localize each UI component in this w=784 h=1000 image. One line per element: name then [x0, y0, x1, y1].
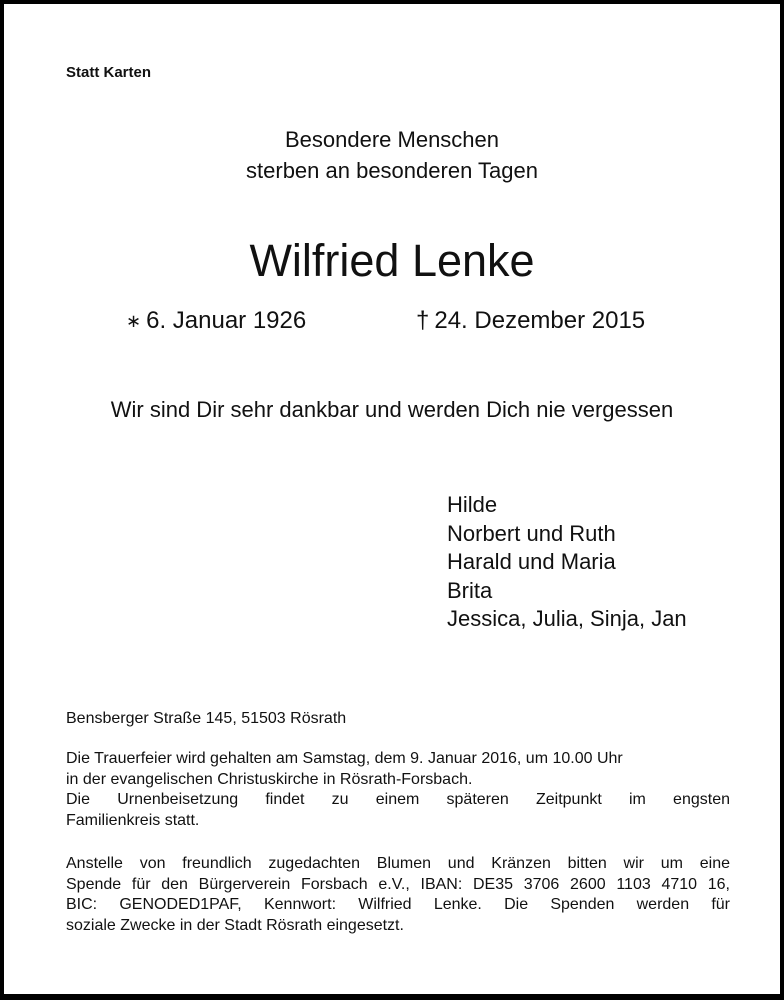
death-cross-icon: † — [416, 307, 430, 334]
birth-date-line — [126, 307, 306, 336]
funeral-line-1: Die Trauerfeier wird gehalten am Samstag, dem 9. Januar 2016, um 10.00 Uhr — [66, 750, 623, 767]
motto-line-1: Besondere Menschen — [284, 127, 500, 152]
header-label: Statt Karten — [66, 64, 152, 81]
mourner-name: Harald und Maria — [447, 549, 616, 574]
mourners-list — [447, 491, 687, 634]
mourner-name: Norbert und Ruth — [447, 520, 616, 546]
donation-line-4: soziale Zwecke in der Stadt Rösrath eingesetzt. — [66, 916, 404, 934]
death-date: 24. Dezember 2015 — [434, 307, 646, 334]
funeral-line-2: in der evangelischen Christuskirche in Rösrath-Forsbach. — [66, 770, 473, 788]
funeral-info — [66, 749, 730, 831]
birth-date: 6. Januar 1926 — [146, 307, 307, 334]
donation-line-1: Anstelle von freundlich zugedachten Blumen und Kränzen bitten wir um eine — [66, 855, 730, 872]
mourner-name: Brita — [447, 577, 493, 603]
thanks-line: Wir sind Dir sehr dankbar und werden Dich nie vergessen — [110, 397, 674, 422]
funeral-line-4: Familienkreis statt. — [66, 811, 200, 829]
donation-line-2: Spende für den Bürgerverein Forsbach e.V., IBAN: DE35 3706 2600 1103 4710 16, — [66, 875, 730, 893]
death-date-line — [416, 307, 645, 335]
address: Bensberger Straße 145, 51503 Rösrath — [66, 710, 347, 727]
donation-line-3: BIC: GENODED1PAF, Kennwort: Wilfried Lenke. Die Spenden werden für — [66, 896, 730, 913]
mourner-name: Jessica, Julia, Sinja, Jan — [447, 606, 687, 631]
motto — [4, 124, 780, 186]
birth-star-icon: ∗ — [126, 311, 142, 331]
motto-line-2: sterben an besonderen Tagen — [246, 158, 538, 183]
funeral-line-3: Die Urnenbeisetzung findet zu einem späteren Zeitpunkt im engsten — [66, 791, 730, 808]
mourner-name: Hilde — [447, 492, 498, 517]
deceased-name: Wilfried Lenke — [249, 235, 535, 286]
donation-info — [66, 854, 730, 936]
